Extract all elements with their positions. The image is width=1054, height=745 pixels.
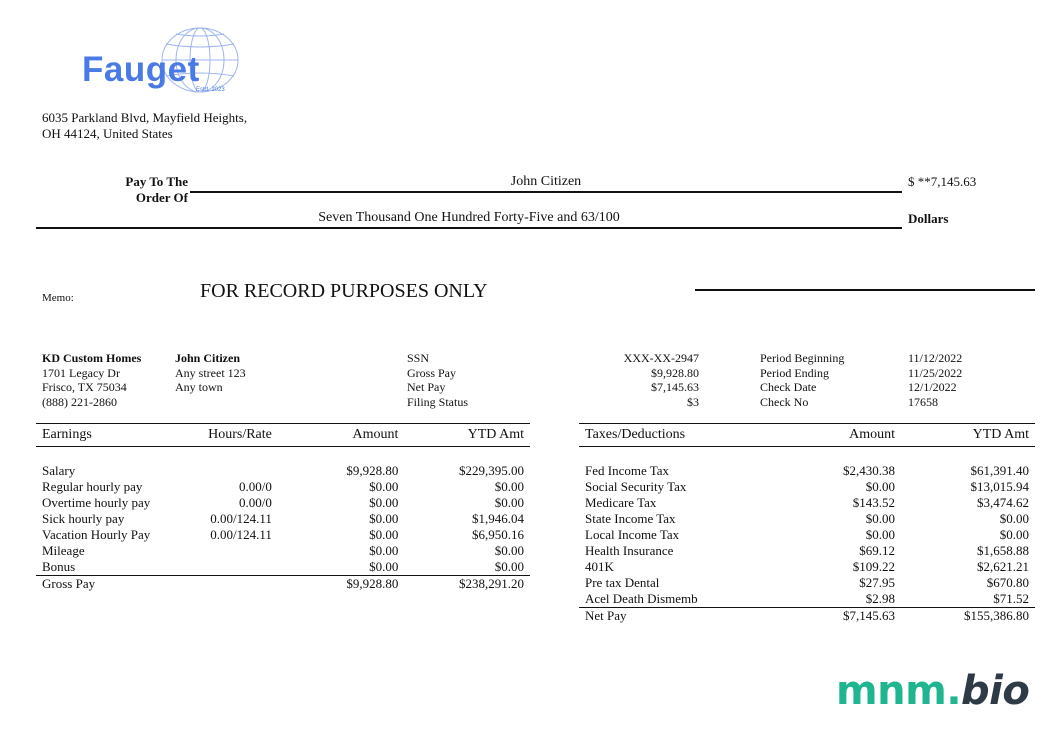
memo-label: Memo: (42, 292, 74, 304)
words-underline (36, 227, 902, 229)
earnings-total-rate (168, 576, 272, 593)
earnings-amount: $0.00 (369, 527, 399, 542)
deduction-row (579, 463, 1035, 479)
employer-street: 1701 Legacy Dr (42, 365, 120, 380)
earnings-amount: $9,928.80 (346, 463, 399, 478)
earnings-type: Regular hourly pay (42, 479, 143, 494)
deduction-ytd: $71.52 (993, 591, 1029, 606)
earnings-total-label: Gross Pay (42, 576, 96, 591)
period-label: Check No (760, 394, 809, 409)
earnings-rate: 0.00/124.11 (210, 511, 272, 526)
earnings-rate (168, 559, 272, 576)
period-value: 11/25/2022 (908, 365, 963, 380)
address-line: OH 44124, United States (42, 126, 173, 141)
logo-wordmark: Fauget (82, 50, 200, 89)
deductions-total-row (579, 608, 1035, 625)
deductions-header: Taxes/Deductions (585, 427, 686, 442)
ytd-header: YTD Amt (467, 427, 524, 442)
earnings-ytd: $0.00 (494, 479, 524, 494)
earnings-amount: $0.00 (369, 479, 399, 494)
deduction-row (579, 495, 1035, 511)
deduction-row (579, 591, 1035, 608)
deduction-amount: $2.98 (865, 591, 895, 606)
earnings-rate: 0.00/0 (238, 479, 272, 494)
summary-label: Gross Pay (407, 365, 457, 380)
earnings-amount: $0.00 (369, 511, 399, 526)
employer-name: KD Custom Homes (42, 351, 142, 365)
period-value: 12/1/2022 (908, 380, 957, 394)
deduction-amount: $27.95 (859, 575, 895, 590)
deduction-amount: $0.00 (865, 479, 895, 494)
address-line: 6035 Parkland Blvd, Mayfield Heights, (42, 110, 248, 125)
deduction-type: Medicare Tax (585, 495, 657, 510)
memo-text: FOR RECORD PURPOSES ONLY (200, 280, 488, 302)
watermark-part: mnm. (836, 668, 962, 714)
deduction-ytd: $2,621.21 (977, 559, 1029, 574)
earnings-table (36, 423, 530, 592)
earnings-row (36, 463, 530, 479)
employee-name: John Citizen (175, 351, 241, 365)
period-values (908, 351, 962, 409)
earnings-total-amount: $9,928.80 (346, 576, 399, 591)
pay-to-label (100, 174, 188, 206)
deduction-ytd: $61,391.40 (970, 463, 1029, 478)
deduction-row (579, 559, 1035, 575)
deductions-header-row (579, 424, 1035, 447)
deduction-ytd: $3,474.62 (977, 495, 1029, 510)
deduction-amount: $69.12 (859, 543, 895, 558)
amount-header: Amount (352, 427, 399, 442)
period-label: Period Beginning (760, 351, 845, 365)
watermark-part: bio (961, 668, 1030, 714)
earnings-ytd: $1,946.04 (472, 511, 524, 526)
employee-street: Any street 123 (175, 365, 246, 380)
earnings-rate: 0.00/0 (238, 495, 272, 510)
deduction-ytd: $13,015.94 (970, 479, 1029, 494)
payee-name: John Citizen (510, 174, 582, 189)
employer-city: Frisco, TX 75034 (42, 380, 127, 394)
earnings-ytd: $0.00 (494, 543, 524, 558)
deduction-row (579, 527, 1035, 543)
deduction-amount: $143.52 (852, 495, 895, 510)
employer-phone: (888) 221-2860 (42, 394, 117, 409)
deduction-amount: $0.00 (865, 527, 895, 542)
period-labels (760, 351, 844, 409)
deduction-row (579, 511, 1035, 527)
earnings-total-ytd: $238,291.20 (459, 576, 524, 591)
summary-value: $3 (687, 394, 699, 409)
summary-value: XXX-XX-2947 (623, 351, 699, 365)
earnings-rate (168, 463, 272, 479)
signature-line (695, 289, 1035, 291)
deduction-amount: $2,430.38 (843, 463, 895, 478)
period-value: 11/12/2022 (908, 351, 963, 365)
net-pay-label: Net Pay (585, 608, 627, 623)
earnings-ytd: $0.00 (494, 495, 524, 510)
deduction-amount: $109.22 (852, 559, 895, 574)
deduction-type: 401K (585, 559, 614, 574)
earnings-type: Mileage (42, 543, 85, 558)
earnings-header: Earnings (42, 427, 92, 442)
deduction-type: Health Insurance (585, 543, 674, 558)
pay-to-line: Pay To The (125, 174, 188, 189)
earnings-rate: 0.00/124.11 (210, 527, 272, 542)
amount-in-words: Seven Thousand One Hundred Forty-Five and 63/100 (318, 210, 620, 225)
earnings-ytd: $0.00 (494, 559, 524, 574)
deductions-table (579, 423, 1035, 624)
deduction-amount: $0.00 (865, 511, 895, 526)
summary-values (580, 351, 699, 409)
earnings-row (36, 495, 530, 511)
summary-value: $9,928.80 (651, 365, 699, 380)
summary-label: Filing Status (407, 394, 469, 409)
ded-amount-header: Amount (849, 427, 895, 442)
deduction-type: Pre tax Dental (585, 575, 660, 590)
earnings-row (36, 527, 530, 543)
period-label: Check Date (760, 380, 817, 394)
deduction-ytd: $670.80 (986, 575, 1029, 590)
deduction-ytd: $0.00 (999, 511, 1029, 526)
earnings-type: Sick hourly pay (42, 511, 125, 526)
period-label: Period Ending (760, 365, 829, 380)
earnings-row (36, 543, 530, 559)
earnings-row (36, 479, 530, 495)
payee-underline (190, 191, 902, 193)
check-amount: $ **7,145.63 (908, 174, 977, 189)
net-pay-amount: $7,145.63 (843, 608, 895, 623)
earnings-amount: $0.00 (369, 495, 399, 510)
earnings-header-row (36, 424, 530, 447)
earnings-amount: $0.00 (369, 543, 399, 558)
logo-tagline: Estd. 2023 (196, 87, 225, 93)
period-value: 17658 (908, 394, 938, 409)
earnings-row (36, 559, 530, 576)
watermark-logo (836, 668, 1029, 714)
earnings-row (36, 511, 530, 527)
summary-label: SSN (407, 351, 430, 365)
earnings-ytd: $229,395.00 (459, 463, 524, 478)
earnings-total-row (36, 576, 530, 593)
earnings-amount: $0.00 (369, 559, 399, 574)
employer-info (42, 351, 141, 409)
earnings-type: Vacation Hourly Pay (42, 527, 151, 542)
summary-value: $7,145.63 (651, 380, 699, 394)
company-address (42, 110, 247, 142)
pay-to-line: Order Of (135, 190, 188, 205)
summary-labels (407, 351, 468, 409)
earnings-type: Salary (42, 463, 76, 478)
employee-info (175, 351, 246, 395)
earnings-rate (168, 543, 272, 559)
deduction-row (579, 543, 1035, 559)
earnings-ytd: $6,950.16 (472, 527, 524, 542)
deduction-type: Local Income Tax (585, 527, 680, 542)
deduction-ytd: $0.00 (999, 527, 1029, 542)
earnings-type: Overtime hourly pay (42, 495, 151, 510)
deduction-type: State Income Tax (585, 511, 676, 526)
employee-city: Any town (175, 380, 223, 394)
deduction-ytd: $1,658.88 (977, 543, 1029, 558)
summary-label: Net Pay (407, 380, 446, 394)
deduction-row (579, 479, 1035, 495)
net-pay-ytd: $155,386.80 (964, 608, 1029, 623)
ded-ytd-header: YTD Amt (972, 427, 1029, 442)
earnings-type: Bonus (42, 559, 76, 574)
dollars-label: Dollars (908, 211, 949, 226)
deduction-row (579, 575, 1035, 591)
hours-rate-header: Hours/Rate (208, 427, 272, 442)
deduction-type: Social Security Tax (585, 479, 687, 494)
deduction-type: Fed Income Tax (585, 463, 670, 478)
deduction-type: Acel Death Dismemb (585, 591, 698, 606)
